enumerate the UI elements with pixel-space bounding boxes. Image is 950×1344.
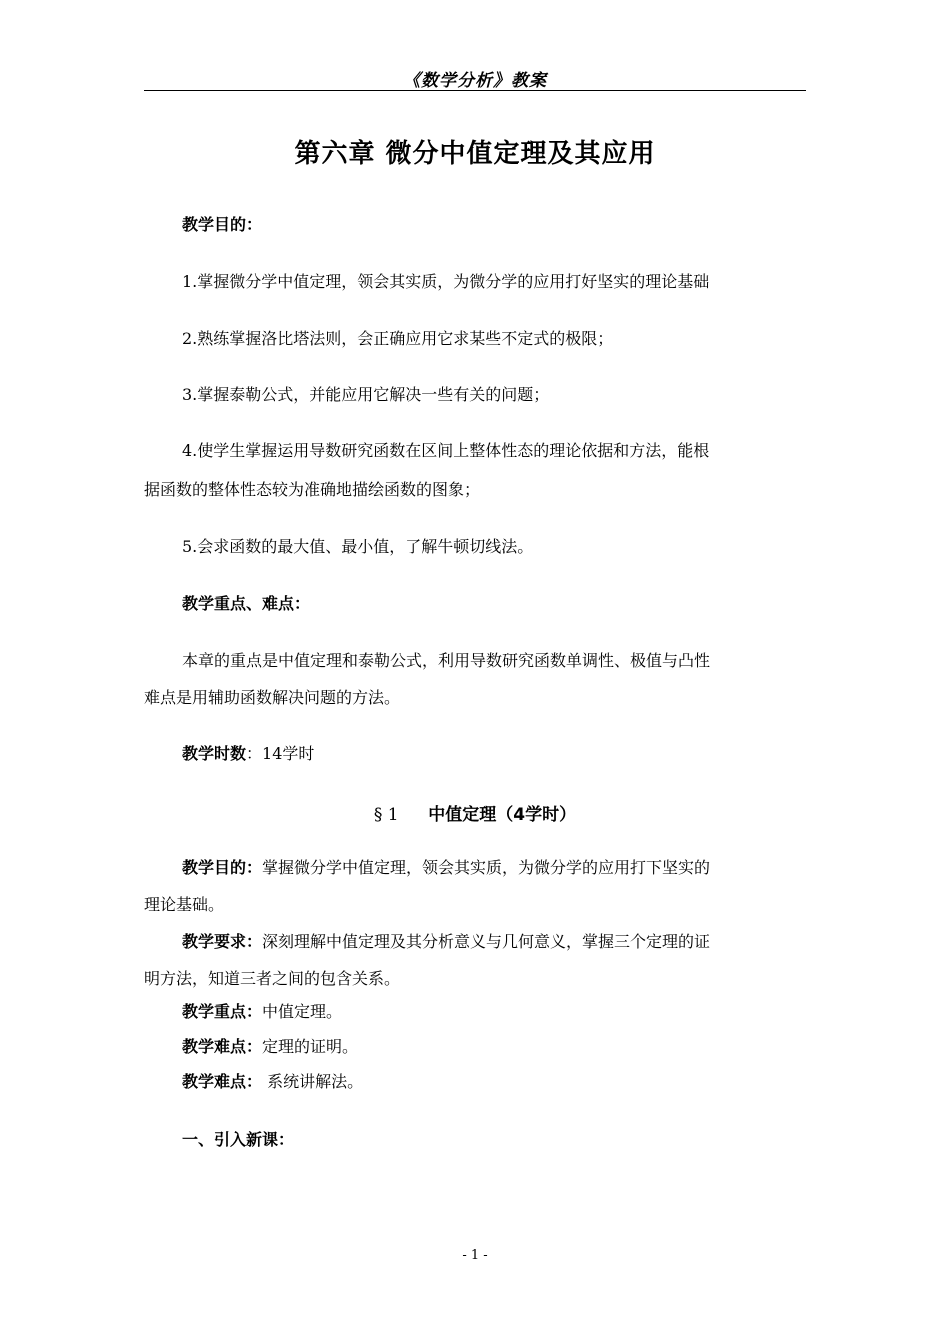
section-focus [182, 1002, 806, 1022]
section-method-label: 教学难点： [182, 1072, 263, 1091]
section-number: § 1 [373, 805, 399, 825]
objective-item-2: 2.熟练掌握洛比塔法则，会正确应用它求某些不定式的极限； [182, 329, 614, 348]
teaching-hours-value: ：14学时 [246, 744, 315, 763]
section-purpose-label: 教学目的： [182, 858, 263, 877]
teaching-hours-label: 教学时数 [182, 744, 247, 763]
objective-item-3: 3.掌握泰勒公式，并能应用它解决一些有关的问题； [182, 385, 550, 404]
teaching-hours [182, 744, 806, 764]
objective-item-1: 1.掌握微分学中值定理，领会其实质，为微分学的应用打好坚实的理论基础 [182, 272, 710, 291]
intro-heading: 一、引入新课： [182, 1130, 295, 1149]
section-purpose-continued: 理论基础。 [144, 895, 225, 914]
page-number: - 1 - [462, 1248, 488, 1263]
section-method-value: 系统讲解法。 [262, 1072, 364, 1091]
section-purpose [182, 858, 806, 878]
section-requirement-text: 深刻理解中值定理及其分析意义与几何意义，掌握三个定理的证 [262, 932, 711, 951]
section-method [182, 1072, 806, 1092]
objective-item-4: 4.使学生掌握运用导数研究函数在区间上整体性态的理论依据和方法，能根 [182, 441, 710, 460]
section-purpose-text: 掌握微分学中值定理，领会其实质，为微分学的应用打下坚实的 [262, 858, 711, 877]
header-divider [144, 90, 806, 91]
objectives-heading: 教学目的： [182, 215, 263, 234]
section-title: 中值定理（4学时） [428, 805, 577, 825]
objective-item-5: 5.会求函数的最大值、最小值，了解牛顿切线法。 [182, 537, 534, 556]
key-points-line-1: 本章的重点是中值定理和泰勒公式，利用导数研究函数单调性、极值与凸性 [182, 651, 711, 670]
section-difficulty-value: 定理的证明。 [262, 1037, 359, 1056]
section-requirement-label: 教学要求： [182, 932, 263, 951]
section-focus-label: 教学重点： [182, 1002, 263, 1021]
section-focus-value: 中值定理。 [262, 1002, 343, 1021]
key-points-heading: 教学重点、难点： [182, 594, 311, 613]
running-header: 《数学分析》教案 [403, 71, 547, 91]
chapter-title: 第六章 微分中值定理及其应用 [294, 139, 656, 169]
section-requirement [182, 932, 806, 952]
section-heading [144, 800, 806, 825]
objective-item-4-continued: 据函数的整体性态较为准确地描绘函数的图象； [144, 480, 481, 499]
section-difficulty-label: 教学难点： [182, 1037, 263, 1056]
section-difficulty [182, 1037, 806, 1057]
section-requirement-continued: 明方法，知道三者之间的包含关系。 [144, 969, 401, 988]
key-points-line-2: 难点是用辅助函数解决问题的方法。 [144, 688, 401, 707]
